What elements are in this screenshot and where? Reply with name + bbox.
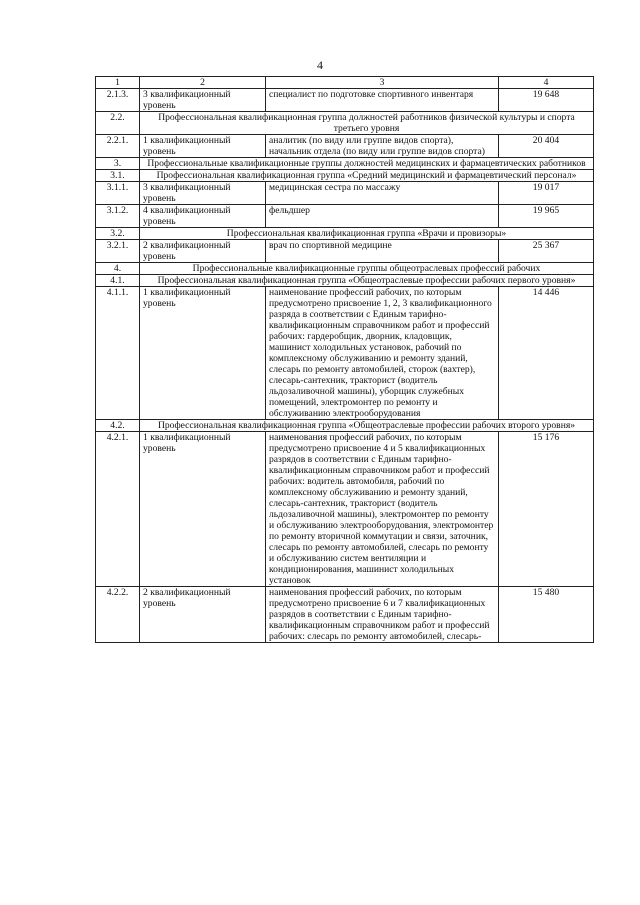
salary-value: 15 480 [499, 587, 594, 643]
qualification-level: 3 квалификационный уровень [140, 89, 266, 112]
group-title: Профессиональная квалификационная группа «Общеотраслевые профессии рабочих первого уровня» [140, 275, 594, 287]
position-names: аналитик (по виду или группе видов спорта), начальник отдела (по виду или группе видов спорта) [266, 135, 499, 158]
table-row [96, 205, 594, 228]
qualification-level: 3 квалификационный уровень [140, 182, 266, 205]
group-title: Профессиональная квалификационная группа должностей работников физической культуры и спорта третьего уровня [140, 112, 594, 135]
group-row [96, 263, 594, 275]
position-names: фельдшер [266, 205, 499, 228]
salary-value: 20 404 [499, 135, 594, 158]
row-code: 4.2.2. [96, 587, 140, 643]
table-header-row [96, 77, 594, 89]
position-names: специалист по подготовке спортивного инвентаря [266, 89, 499, 112]
qualification-level: 4 квалификационный уровень [140, 205, 266, 228]
row-code: 3.1.1. [96, 182, 140, 205]
row-code: 4.2.1. [96, 432, 140, 587]
group-title: Профессиональные квалификационные группы общеотраслевых профессий рабочих [140, 263, 594, 275]
header-cell: 1 [96, 77, 140, 89]
table-row [96, 287, 594, 420]
row-code: 3.1. [96, 170, 140, 182]
group-row [96, 112, 594, 135]
group-row [96, 420, 594, 432]
row-code: 4. [96, 263, 140, 275]
qualification-level: 2 квалификационный уровень [140, 587, 266, 643]
group-title: Профессиональная квалификационная группа «Врачи и провизоры» [140, 228, 594, 240]
row-code: 2.2.1. [96, 135, 140, 158]
salary-table [95, 76, 594, 643]
qualification-level: 1 квалификационный уровень [140, 287, 266, 420]
row-code: 4.2. [96, 420, 140, 432]
row-code: 4.1. [96, 275, 140, 287]
table-row [96, 182, 594, 205]
group-row [96, 275, 594, 287]
row-code: 2.2. [96, 112, 140, 135]
group-row [96, 158, 594, 170]
group-row [96, 228, 594, 240]
table-row [96, 432, 594, 587]
header-cell: 4 [499, 77, 594, 89]
qualification-level: 1 квалификационный уровень [140, 432, 266, 587]
position-names: наименования профессий рабочих, по которым предусмотрено присвоение 6 и 7 квалификационных разрядов в соответствии с Единым тарифно-квалификационным справочником работ и профессий рабочих: слесарь по ремонту автомобилей, слесарь- [266, 587, 499, 643]
row-code: 4.1.1. [96, 287, 140, 420]
qualification-level: 2 квалификационный уровень [140, 240, 266, 263]
header-cell: 2 [140, 77, 266, 89]
row-code: 2.1.3. [96, 89, 140, 112]
salary-value: 25 367 [499, 240, 594, 263]
salary-value: 19 648 [499, 89, 594, 112]
salary-value: 14 446 [499, 287, 594, 420]
row-code: 3.1.2. [96, 205, 140, 228]
row-code: 3. [96, 158, 140, 170]
position-names: медицинская сестра по массажу [266, 182, 499, 205]
row-code: 3.2.1. [96, 240, 140, 263]
row-code: 3.2. [96, 228, 140, 240]
group-row [96, 170, 594, 182]
salary-value: 19 965 [499, 205, 594, 228]
header-cell: 3 [266, 77, 499, 89]
group-title: Профессиональная квалификационная группа «Общеотраслевые профессии рабочих второго уровня» [140, 420, 594, 432]
qualification-level: 1 квалификационный уровень [140, 135, 266, 158]
salary-value: 19 017 [499, 182, 594, 205]
table-row [96, 89, 594, 112]
position-names: наименование профессий рабочих, по которым предусмотрено присвоение 1, 2, 3 квалификационного разряда в соответствии с Единым тарифно-квалификационным справочником работ и профессий рабочих: гардеробщик, дворник, кладовщик, машинист холодильных установок, рабочий по комплексному обслуживанию и ремонту зданий, слесарь по ремонту автомобилей, сторож (вахтер), слесарь-сантехник, тракторист (водитель льдозаливочной машины), уборщик служебных помещений, электромонтер по ремонту и обслуживанию электрооборудования [266, 287, 499, 420]
group-title: Профессиональная квалификационная группа «Средний медицинский и фармацевтический персонал» [140, 170, 594, 182]
group-title: Профессиональные квалификационные группы должностей медицинских и фармацевтических работников [140, 158, 594, 170]
salary-value: 15 176 [499, 432, 594, 587]
position-names: наименования профессий рабочих, по которым предусмотрено присвоение 4 и 5 квалификационных разрядов в соответствии с Единым тарифно-квалификационным справочником работ и профессий рабочих: водитель автомобиля, рабочий по комплексному обслуживанию и ремонту зданий, слесарь-сантехник, тракторист (водитель льдозаливочной машины), электромонтер по ремонту и обслуживанию электрооборудования, электромонтер по ремонту вторичной коммутации и связи, заточник, слесарь по ремонту автомобилей, слесарь по ремонту и обслуживанию систем вентиляции и кондиционирования, машинист холодильных установок [266, 432, 499, 587]
table-row [96, 135, 594, 158]
table-row [96, 587, 594, 643]
page-number: 4 [317, 58, 323, 72]
table-row [96, 240, 594, 263]
position-names: врач по спортивной медицине [266, 240, 499, 263]
